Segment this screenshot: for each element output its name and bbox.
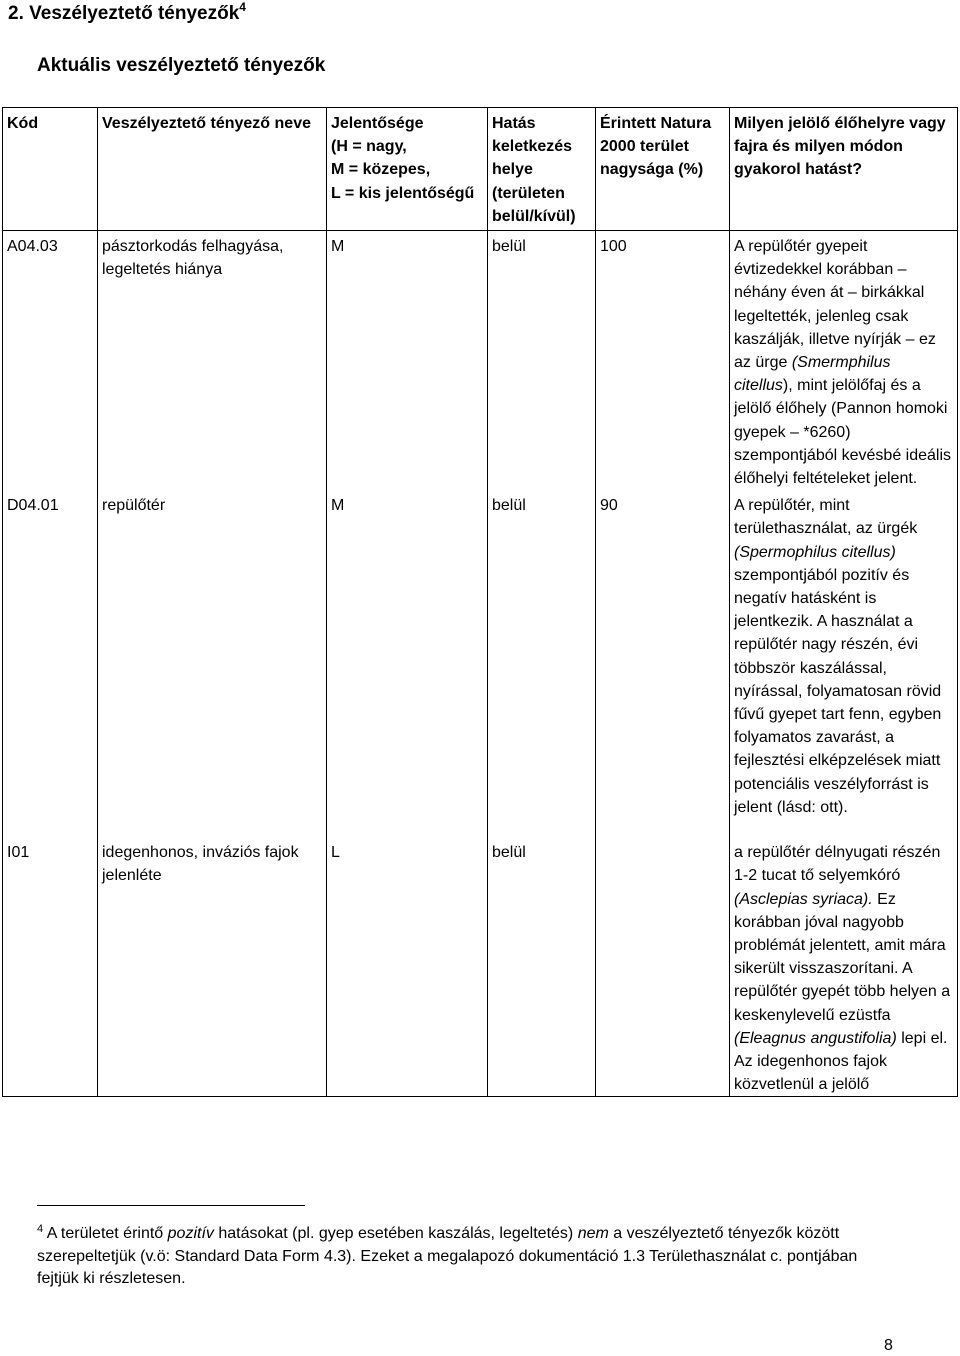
subsection-title: Aktuális veszélyeztető tényezők [37,55,326,76]
effect-text: (Spermophilus citellus) [734,543,896,561]
footnote-separator [37,1205,305,1206]
cell-affected-area: 90 [596,490,730,837]
header-affected-area: Érintett Natura 2000 terület nagysága (%) [596,108,730,231]
footnote-text: A területet érintő [43,1225,168,1242]
section-title: Veszélyeztető tényezők [29,3,240,24]
table-body [3,231,958,1097]
footnote-text: pozitív [167,1225,214,1242]
effect-text: (Asclepias syriaca). [734,890,873,908]
effect-text: A repülőtér, mint területhasználat, az ürgék [734,497,918,538]
effect-text: lepi el. Az idegenhonos fajok közvetlenül a jelölő [734,1029,948,1094]
cell-factor-name: idegenhonos, inváziós fajok jelenléte [98,837,327,1097]
effect-text: (Smermphilus citellus [734,354,891,395]
effect-text: A repülőtér gyepeit évtizedekkel korábban – néhány éven át – birkákkal legeltették, jelenleg csak kaszálják, illetve nyírják – ez az ürge [734,238,936,372]
cell-location: belül [488,231,596,491]
cell-importance: M [327,490,488,837]
cell-location: belül [488,837,596,1097]
table-row [3,231,958,491]
footnote-text: nem [577,1225,609,1242]
effect-text: a repülőtér délnyugati részén 1-2 tucat tő selyemkóró [734,844,941,885]
section-number: 2. [8,3,24,24]
effect-text: Ez korábban jóval nagyobb problémát jelentett, amit mára sikerült visszaszorítani. A repülőtér gyepét több helyen a keskenylevelű ezüstfa [734,890,951,1024]
page-number: 8 [884,1337,893,1354]
effect-text: ), mint jelölőfaj és a jelölő élőhely (Pannon homoki gyepek – *6260) szempontjából kevésbé ideális élőhelyi feltételeket jelent. [734,377,952,488]
footnote [37,1218,897,1291]
cell-importance: L [327,837,488,1097]
effect-text: (Eleagnus angustifolia) [734,1029,897,1047]
header-location: Hatás keletkezés helye (területen belül/kívül) [488,108,596,231]
effect-text: szempontjából pozitív és negatív hatásként is jelentkezik. A használat a repülőtér nagy részén, évi többször kaszálással, nyírással, folyamatosan rövid fűvű gyepet tart fenn, egyben folyamatos zavarást, a fejlesztési elképzelések miatt potenciális veszélyforrást is jelent (lásd: ott). [734,566,942,816]
cell-importance: M [327,231,488,491]
cell-code: D04.01 [3,490,98,837]
footnote-text: hatásokat (pl. gyep esetében kaszálás, legeltetés) [213,1225,578,1242]
cell-factor-name: repülőtér [98,490,327,837]
cell-effect [730,837,958,1097]
cell-location: belül [488,490,596,837]
table-row [3,837,958,1097]
header-code: Kód [3,108,98,231]
footnote-text: a veszélyeztető tényezők között szerepeltetjük (v.ö: Standard Data Form 4.3). Ezeket a megalapozó dokumentáció 1.3 Területhasználat c. pontjában fejtjük ki részletesen. [37,1225,858,1287]
threat-factors-table [2,107,958,1097]
header-factor-name: Veszélyeztető tényező neve [98,108,327,231]
cell-effect [730,231,958,491]
cell-code: A04.03 [3,231,98,491]
header-importance: Jelentősége (H = nagy, M = közepes, L = kis jelentőségű [327,108,488,231]
header-effect: Milyen jelölő élőhelyre vagy fajra és milyen módon gyakorol hatást? [730,108,958,231]
table-row [3,490,958,837]
table-header-row [3,108,958,231]
cell-affected-area [596,837,730,1097]
cell-affected-area: 100 [596,231,730,491]
footnote-reference: 4 [239,0,246,14]
cell-code: I01 [3,837,98,1097]
cell-factor-name: pásztorkodás felhagyása, legeltetés hiánya [98,231,327,491]
cell-effect [730,490,958,837]
section-heading [8,0,246,25]
footnote-mark: 4 [37,1223,44,1235]
